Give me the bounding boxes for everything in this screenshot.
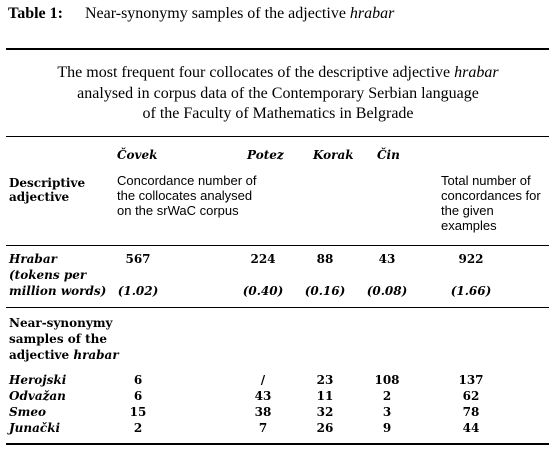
table-cell: 6 (133, 373, 143, 387)
table-cell: 108 (374, 373, 400, 387)
table-cell: 11 (316, 389, 334, 403)
table-cell: 15 (129, 405, 147, 419)
hrabar-cin-per-million: (0.08) (366, 284, 408, 298)
descriptive-label-1: Descriptive (9, 176, 86, 190)
caption-text: Near-synonymy samples of the adjective (84, 5, 350, 22)
near-synonymy-label-1: Near-synonymy (9, 316, 113, 330)
hrabar-korak-value: 88 (316, 252, 334, 266)
caption-label: Table 1: (8, 5, 63, 22)
bottom-rule (6, 443, 549, 445)
hrabar-cin-value: 43 (378, 252, 396, 266)
table-header-line-2: analysed in corpus data of the Contemporary Serbian language (77, 85, 479, 102)
column-header-covek: Čovek (117, 148, 158, 162)
caption-word: hrabar (349, 5, 395, 22)
hrabar-rule (6, 307, 549, 308)
hrabar-total-per-million: (1.66) (450, 284, 492, 298)
table-header-line-3: of the Faculty of Mathematics in Belgrade (142, 105, 414, 122)
hrabar-sub-2: million words) (9, 284, 107, 298)
column-header-korak: Korak (313, 148, 354, 162)
table-cell: 7 (258, 421, 268, 435)
hrabar-label: Hrabar (9, 252, 57, 266)
table-cell: 137 (458, 373, 484, 387)
table-cell: / (260, 373, 266, 387)
near-synonymy-label-3: adjective hrabar (9, 348, 119, 362)
table-cell: 2 (133, 421, 143, 435)
column-header-cin: Čin (377, 148, 400, 162)
row-word-herojski: Herojski (9, 373, 67, 387)
row-word-junacki: Junački (9, 421, 61, 435)
table-cell: 3 (382, 405, 392, 419)
top-rule (6, 48, 549, 50)
hrabar-korak-per-million: (0.16) (304, 284, 346, 298)
hrabar-potez-per-million: (0.40) (242, 284, 284, 298)
hrabar-covek-per-million: (1.02) (117, 284, 159, 298)
near-synonymy-label-2: samples of the (9, 332, 107, 346)
column-header-potez: Potez (247, 148, 284, 162)
table-cell: 62 (462, 389, 480, 403)
table-cell: 9 (382, 421, 392, 435)
table-cell: 32 (316, 405, 334, 419)
concordance-description: Concordance number of the collocates analysed on the srWaC corpus (117, 173, 257, 218)
table-header-line-1: The most frequent four collocates of the descriptive adjective hrabar (57, 64, 499, 81)
hrabar-potez-value: 224 (250, 252, 276, 266)
header-rule (6, 136, 549, 137)
table-cell: 44 (462, 421, 480, 435)
table-cell: 2 (382, 389, 392, 403)
table-cell: 78 (462, 405, 480, 419)
table-cell: 43 (254, 389, 272, 403)
hrabar-total-value: 922 (458, 252, 484, 266)
row-word-smeo: Smeo (9, 405, 47, 419)
total-description: Total number of concordances for the given examples (441, 173, 541, 233)
table-caption (8, 5, 394, 23)
descriptive-rule (6, 245, 549, 246)
table-cell: 26 (316, 421, 334, 435)
descriptive-label-2: adjective (9, 190, 70, 204)
table-cell: 38 (254, 405, 272, 419)
hrabar-sub-1: (tokens per (9, 268, 87, 282)
table-cell: 6 (133, 389, 143, 403)
table-cell: 23 (316, 373, 334, 387)
row-word-odvazan: Odvažan (9, 389, 66, 403)
hrabar-covek-value: 567 (125, 252, 151, 266)
